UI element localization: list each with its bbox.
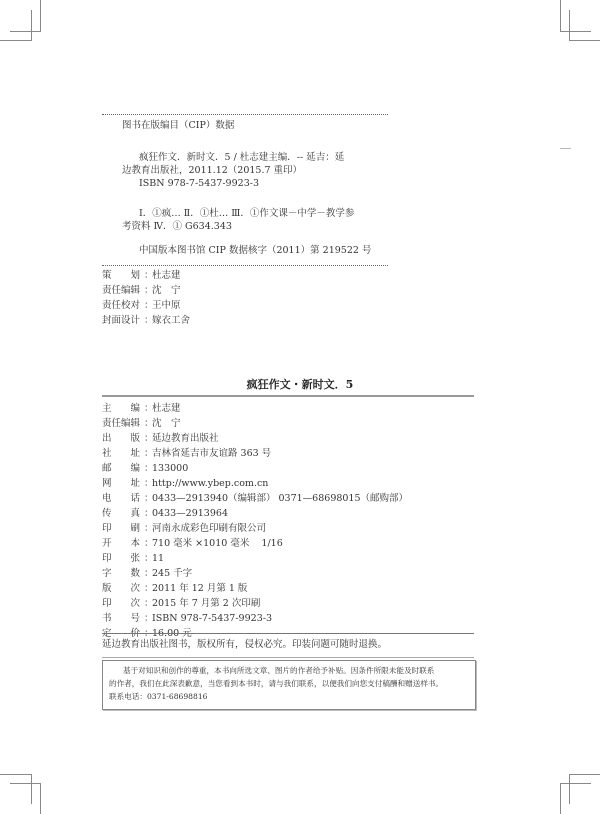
cip-line-5: 考资料 Ⅳ．① G634.343 [122,221,232,232]
colophon-row: 邮 编 ：133000 [102,463,189,474]
crop-mark-br-h1 [569,774,600,775]
cip-heading: 图书在版编目（CIP）数据 [122,120,235,131]
colophon-row: 电 话 ：0433—2913940（编辑部） 0371—68698015（邮购部） [102,493,409,504]
copyright-top-rule [102,633,474,634]
crop-mark-tr-v2 [569,10,570,40]
colophon-row: 网 址 ：http://www.ybep.com.cn [102,478,269,489]
colophon-row: 书 号 ：ISBN 978-7-5437-9923-3 [102,613,272,624]
crop-mark-tr-h2 [569,40,600,41]
crop-mark-bl-h1 [0,774,32,775]
cip-top-rule [102,114,388,115]
notice-line-1: 基于对知识和创作的尊重，本书向所选文章、图片的作者给予补贴。因条件所限未能及时联系 [123,666,435,675]
colophon-row: 传 真 ：0433—2913964 [102,508,228,519]
colophon-row: 开 本 ：710 毫米 ×1010 毫米 1/16 [102,538,283,549]
book-title: 疯狂作文・新时文．5 [246,378,354,391]
crop-mark-tr-h1 [560,31,591,32]
notice-line-2: 的作者，我们在此深表歉意，当您看到本书时，请与我们联系，以便我们向您支付稿酬和赠送样书。 [109,679,444,688]
crop-mark-tl-h1 [10,31,41,32]
colophon-row: 版 次 ：2011 年 12 月第 1 版 [102,583,248,594]
cip-line-1: 疯狂作文．新时文．5 / 杜志建主编．-- 延吉：延 [139,152,345,163]
colophon-row: 字 数 ：245 千字 [102,568,193,579]
margin-tick [560,148,571,149]
colophon-row: 出 版 ：延边教育出版社 [102,433,219,444]
cip-line-3: ISBN 978-7-5437-9923-3 [139,178,259,189]
crop-mark-br-v1 [569,774,570,804]
copyright-line: 延边教育出版社图书，版权所有，侵权必究。印装问题可随时退换。 [102,639,388,650]
crop-mark-tl-h2 [0,40,32,41]
credit-row: 策 划 ：杜志建 [102,270,181,281]
colophon-row: 印 次 ：2015 年 7 月第 2 次印刷 [102,598,261,609]
colophon-row: 主 编 ：杜志建 [102,403,181,414]
crop-mark-br-v2 [560,783,561,814]
credit-row: 责任编辑 ：沈 宁 [102,285,181,296]
colophon-row: 责任编辑 ：沈 宁 [102,418,181,429]
crop-mark-br-h2 [560,783,591,784]
colophon-row: 定 价 ：16.00 元 [102,628,192,639]
crop-mark-bl-v2 [40,783,41,814]
crop-mark-tl-v1 [40,0,41,31]
credit-row: 封面设计 ：嫁衣工舍 [102,315,191,326]
cip-line-4: Ⅰ．①疯… Ⅱ．①杜… Ⅲ．①作文课－中学－教学参 [139,208,355,219]
cip-bottom-rule [102,265,388,266]
colophon-row: 社 址 ：吉林省延吉市友谊路 363 号 [102,448,272,459]
credit-row: 责任校对 ：王中原 [102,300,181,311]
crop-mark-bl-h2 [10,783,41,784]
author-notice-box [102,660,476,710]
notice-line-3: 联系电话：0371-68698816 [109,692,208,701]
colophon-row: 印 刷 ：河南永成彩色印刷有限公司 [102,523,267,534]
crop-mark-tr-v1 [560,0,561,31]
copyright-bottom-rule [102,657,474,658]
colophon-row: 印 张 ：11 [102,553,165,564]
cip-line-6: 中国版本图书馆 CIP 数据核字（2011）第 219522 号 [139,245,372,256]
crop-mark-bl-v1 [31,774,32,804]
cip-line-2: 边教育出版社，2011.12（2015.7 重印） [122,165,303,176]
title-rule [102,395,474,397]
crop-mark-tl-v2 [31,10,32,40]
